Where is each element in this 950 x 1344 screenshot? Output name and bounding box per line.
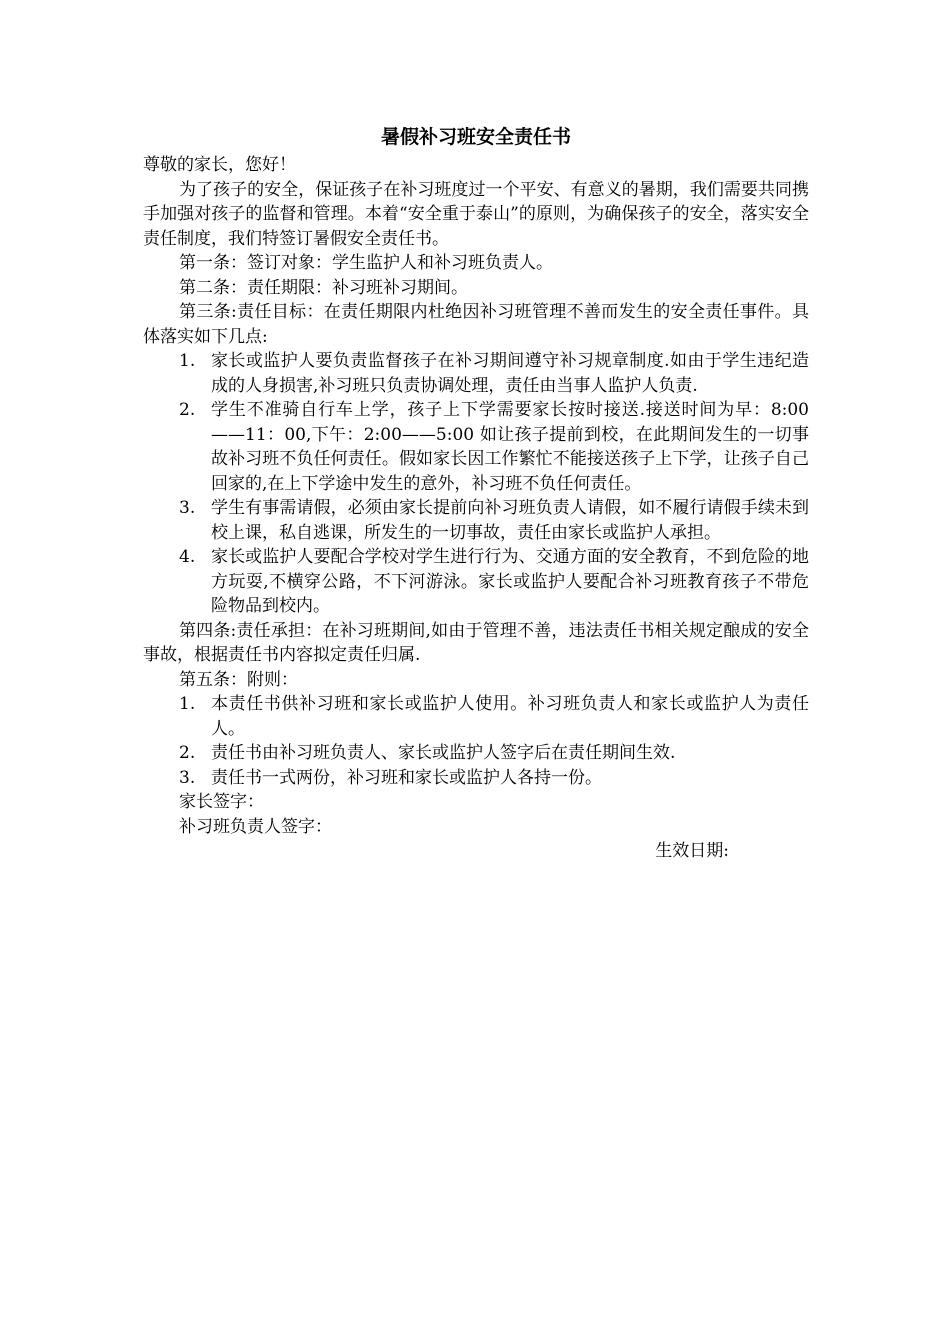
list-item-text: 家长或监护人要配合学校对学生进行行为、交通方面的安全教育，不到危险的地方玩耍,不横穿公路，不下河游泳。家长或监护人要配合补习班教育孩子不带危险物品到校内。 xyxy=(211,547,809,616)
intro-paragraph: 为了孩子的安全，保证孩子在补习班度过一个平安、有意义的暑期，我们需要共同携手加强对孩子的监督和管理。本着“安全重于泰山”的原则，为确保孩子的安全，落实安全责任制度，我们特签订暑假安全责任书。 xyxy=(143,179,809,249)
list-item-number: 4. xyxy=(179,547,196,567)
parent-signature-label: 家长签字： xyxy=(179,792,264,812)
list-item xyxy=(143,398,809,496)
list-item-text: 本责任书供补习班和家长或监护人使用。补习班负责人和家长或监护人为责任人。 xyxy=(211,694,809,739)
effective-date-label: 生效日期: xyxy=(655,841,729,861)
article-5: 第五条：附则： xyxy=(179,669,298,690)
article-1: 第一条：签订对象：学生监护人和补习班负责人。 xyxy=(179,253,553,273)
article-5-list xyxy=(143,692,809,790)
article-2: 第二条：责任期限：补习班补习期间。 xyxy=(179,277,468,298)
article-3: 第三条:责任目标：在责任期限内杜绝因补习班管理不善而发生的安全责任事件。具体落实如下几点: xyxy=(143,302,809,347)
list-item-text: 家长或监护人要负责监督孩子在补习期间遵守补习规章制度.如由于学生违纪造成的人身损害,补习班只负责协调处理，责任由当事人监护人负责. xyxy=(211,351,809,396)
list-item-number: 1. xyxy=(179,694,196,714)
teacher-signature-label: 补习班负责人签字： xyxy=(179,816,332,837)
list-item xyxy=(143,741,809,766)
document-page xyxy=(143,122,809,864)
list-item-number: 3. xyxy=(179,498,196,518)
list-item-text: 责任书一式两份，补习班和家长或监护人各持一份。 xyxy=(211,767,602,788)
greeting: 尊敬的家长，您好！ xyxy=(143,155,296,175)
list-item-number: 2. xyxy=(179,743,196,763)
article-4: 第四条:责任承担：在补习班期间,如由于管理不善，违法责任书相关规定酿成的安全事故，根据责任书内容拟定责任归属. xyxy=(143,620,809,665)
list-item xyxy=(143,766,809,791)
list-item-number: 2. xyxy=(179,400,196,420)
article-3-list xyxy=(143,349,809,619)
list-item xyxy=(143,692,809,741)
list-item xyxy=(143,349,809,398)
document-title: 暑假补习班安全责任书 xyxy=(380,126,571,148)
list-item-number: 1. xyxy=(179,351,196,371)
list-item-text: 学生有事需请假，必须由家长提前向补习班负责人请假，如不履行请假手续未到校上课，私自逃课，所发生的一切事故，责任由家长或监护人承担。 xyxy=(211,498,809,543)
list-item-text: 学生不准骑自行车上学，孩子上下学需要家长按时接送.接送时间为早：8:00——11：00,下午：2:00——5:00 如让孩子提前到校，在此期间发生的一切事故补习班不负任何责任。假如家长因工作繁忙不能接送孩子上下学，让孩子自己回家的,在上下学途中发生的意外，补习班不负任何责任。 xyxy=(211,400,809,494)
list-item-number: 3. xyxy=(179,767,196,788)
list-item xyxy=(143,545,809,619)
list-item xyxy=(143,496,809,545)
list-item-text: 责任书由补习班负责人、家长或监护人签字后在责任期间生效. xyxy=(211,743,676,763)
